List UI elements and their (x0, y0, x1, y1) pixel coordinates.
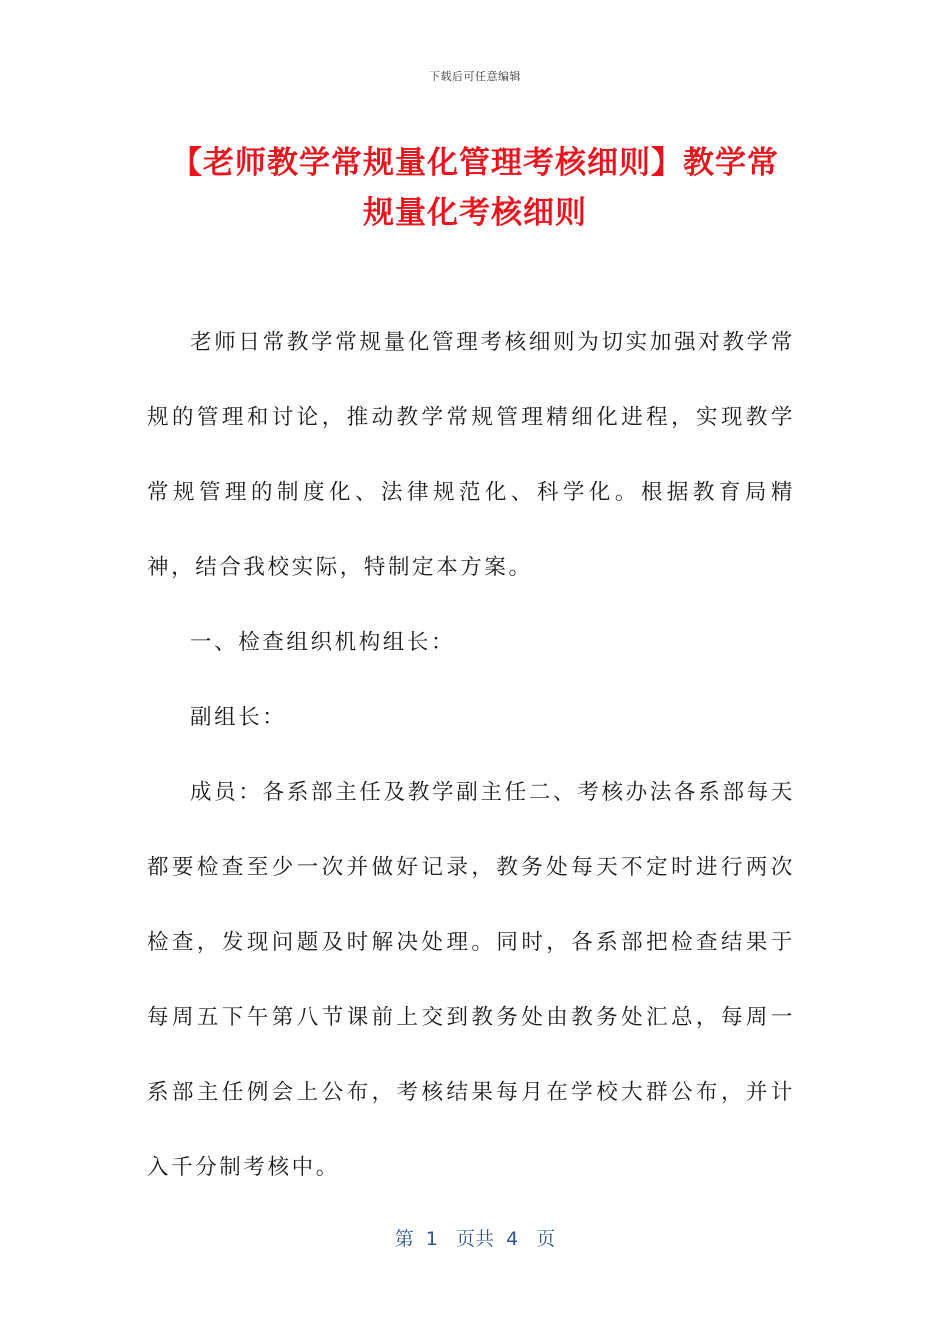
page-number: 第 1 页共 4 页 (394, 1228, 556, 1250)
document-title-line-2: 规量化考核细则 (363, 195, 587, 231)
paragraph-deputy-leader: 副组长： (190, 705, 287, 730)
download-note: 下载后可任意编辑 (429, 70, 521, 83)
paragraph-intro: 老师日常教学常规量化管理考核细则为切实加强对教学常规的管理和讨论，推动教学常规管理精细化进程，实现教学常规管理的制度化、法律规范化、科学化。根据教育局精神，结合我校实际，特制定本方案。 (147, 330, 795, 580)
paragraph-members: 成员：各系部主任及教学副主任二、考核办法各系部每天都要检查至少一次并做好记录，教务处每天不定时进行两次检查，发现问题及时解决处理。同时，各系部把检查结果于每周五下午第八节课前上交到教务处由教务处汇总，每周一系部主任例会上公布，考核结果每月在学校大群公布，并计入千分制考核中。 (147, 780, 795, 1180)
document-body (147, 305, 795, 1205)
document-title (140, 138, 810, 238)
paragraph-section-one: 一、检查组织机构组长： (190, 630, 456, 655)
document-title-line-1: 【老师教学常规量化管理考核细则】教学常 (171, 145, 779, 181)
